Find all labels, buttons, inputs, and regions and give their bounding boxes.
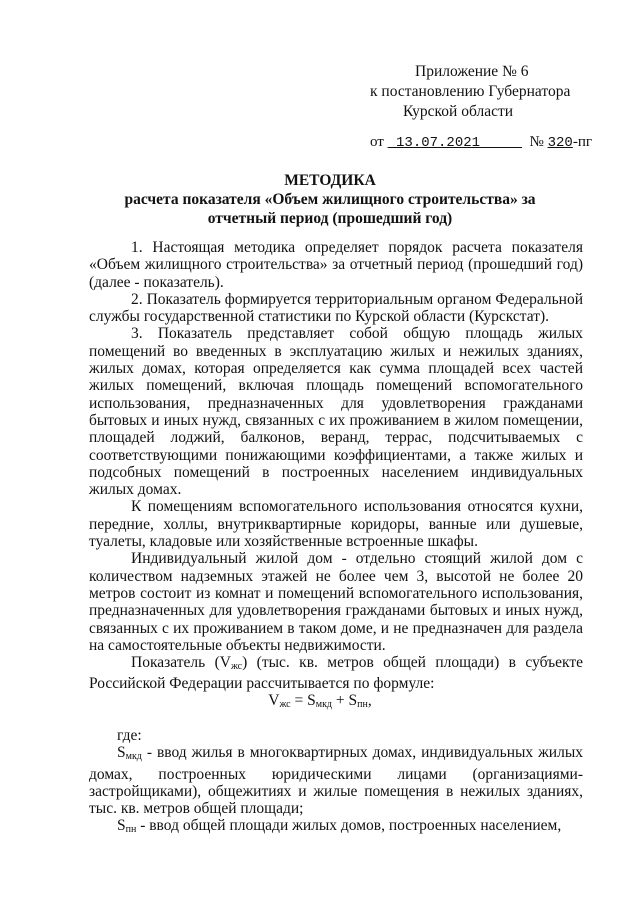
definition-smkd [89,744,583,817]
indicator-pre: Показатель (V [131,654,231,672]
def-symbol-sub: пн [125,824,137,836]
formula-s1: S [307,692,316,709]
document-body [89,239,583,693]
def-symbol: S [117,744,126,762]
indicator-sub: жс [230,661,243,673]
paragraph-indicator [89,654,583,693]
def-text: - ввод жилья в многоквартирных домах, индивидуальных жилых домах, построенных юридическими лицами (организациями-застройщиками), общежитиях и жилые помещения в нежилых зданиях, тыс. кв. метров общей площади; [89,744,583,818]
formula-eq: = [290,692,308,709]
def-symbol: S [117,817,126,835]
annex-date [388,135,522,151]
annex-line-1: Приложение № 6 [415,63,529,80]
formula [0,692,640,710]
paragraph-3: 3. Показатель представляет собой общую площадь жилых помещений во введенных в эксплуатацию жилых и нежилых зданиях, жилых домах, которая определяется как сумма площадей всех частей жилых помещений, включая площадь помещений вспомогательного использования, предназначенных для удовлетворения гражданами бытовых и иных нужд, связанных с их проживанием в жилом помещении, площадей лоджий, балконов, веранд, террас, подсчитываемых с соответствующими понижающими коэффициентами, а также жилых и подсобных помещений в построенных населением индивидуальных жилых домах. [89,325,583,499]
annex-date-value: 13.07.2021 [396,135,481,151]
definition-spn [89,817,583,838]
formula-s2-sub: пн [357,699,368,710]
title-heading: МЕТОДИКА [284,172,376,189]
annex-number-label: № [529,134,544,150]
formula-s2: S [348,692,358,709]
def-text: - ввод общей площади жилых домов, построенных населением, [136,817,562,835]
annex-number: 320 [547,135,573,151]
formula-v: V [268,692,280,709]
annex-line-2: к постановлению Губернатора [370,83,571,100]
annex-suffix: -пг [572,134,593,150]
paragraph-2: 2. Показатель формируется территориальным органом Федеральной службы государственной статистики по Курской области (Курскстат). [89,290,583,326]
paragraph-5: Индивидуальный жилой дом - отдельно стоящий жилой дом с количеством надземных этажей не более чем 3, высотой не более 20 метров состоит из комнат и помещений вспомогательного использования, предназначенных для удовлетворения гражданами бытовых и иных нужд, связанных с их проживанием в таком доме, и не предназначен для раздела на самостоятельные объекты недвижимости. [89,550,583,654]
document-title [90,171,570,228]
paragraph-1: 1. Настоящая методика определяет порядок расчета показателя «Объем жилищного строительства» за отчетный период (прошедший год) (далее - показатель). [89,239,583,291]
title-subtitle: расчета показателя «Объем жилищного строительства» за отчетный период (прошедший год) [124,191,536,227]
annex-date-line [365,132,605,153]
formula-plus: + [332,692,349,709]
where-label: где: [117,727,142,744]
formula-s1-sub: мкд [315,699,333,710]
annex-line-3: Курской области [403,103,514,120]
definitions [89,727,583,839]
paragraph-4: К помещениям вспомогательного использования относятся кухни, передние, холлы, внутриквартирные коридоры, ванные или душевые, туалеты, кладовые или хозяйственные встроенные шкафы. [89,498,583,551]
annex-ot: от [370,134,384,150]
indicator-post: ) (тыс. кв. метров общей площади) в субъекте Российской Федерации рассчитывается по формуле: [89,654,583,693]
annex-block [365,62,605,153]
formula-end: , [367,692,372,709]
def-symbol-sub: мкд [125,751,142,763]
formula-v-sub: жс [279,699,291,710]
